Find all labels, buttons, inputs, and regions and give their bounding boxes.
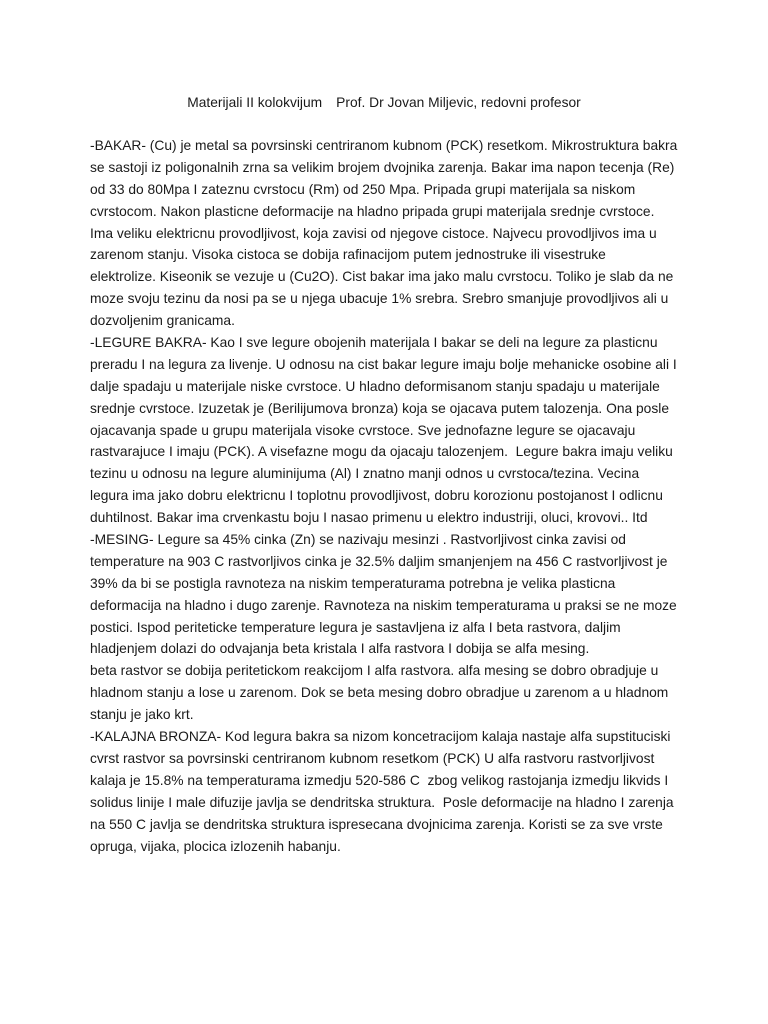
document-body (90, 135, 690, 857)
text-line: temperature na 903 C rastvorljivos cinka je 32.5% daljim smanjenjem na 456 C rastvorljivost je (90, 553, 668, 569)
text-line: opruga, vijaka, plocica izlozenih habanju. (90, 838, 341, 854)
text-line: preradu I na legura za livenje. U odnosu na cist bakar legure imaju bolje mehanicke osobine ali I (90, 356, 677, 372)
text-line: stanju je jako krt. (90, 707, 194, 723)
text-line: rastvarajuce I imaju (PCK). A visefazne mogu da ojacaju talozenjem. Legure bakra imaju veliku (90, 444, 673, 460)
text-line: kalaja je 15.8% na temperaturama izmedju 520-586 C zbog velikog rastojanja izmedju likvids I (90, 772, 669, 788)
text-line: hladjenjem dolazi do odvajanja beta kristala I alfa rastvora I dobija se alfa mesing. (90, 641, 590, 657)
text-line: Ima veliku elektricnu provodljivost, koja zavisi od njegove cistoce. Najvecu provodljivos ima u (90, 225, 657, 241)
text-line: elektrolize. Kiseonik se vezuje u (Cu2O). Cist bakar ima jako malu cvrstocu. Toliko je slab da ne (90, 269, 674, 285)
text-line: cvrstocom. Nakon plasticne deformacije na hladno pripada grupi materijala srednje cvrstoce. (90, 203, 655, 219)
text-line: se sastoji iz poligonalnih zrna sa velikim brojem dvojnika zarenja. Bakar ima napon tecenja (Re) (90, 159, 675, 175)
text-line: -BAKAR- (Cu) je metal sa povrsinski centriranom kubnom (PCK) resetkom. Mikrostruktura bakra (90, 138, 678, 153)
text-line: -KALAJNA BRONZA- Kod legura bakra sa nizom koncetracijom kalaja nastaje alfa supstituciski (90, 729, 671, 745)
text-line: postici. Ispod periteticke temperature legura je sastavljena iz alfa I beta rastvora, daljim (90, 619, 621, 635)
course-title: Materijali II kolokvijum (187, 95, 323, 110)
text-line: hladnom stanju a lose u zarenom. Dok se beta mesing dobro obradjue u zarenom a u hladnom (90, 685, 669, 701)
text-line: legura ima jako dobru elektricnu I toplotnu provodljivost, dobru korozionu postojanost I odlicnu (90, 488, 663, 504)
text-line: 39% da bi se postigla ravnoteza na niskim temperaturama potrebna je velika plasticna (90, 575, 616, 591)
text-line: dalje spadaju u materijale niske cvrstoce. U hladno deformisanom stanju spadaju u materijale (90, 378, 660, 394)
text-line: deformacija na hladno i dugo zarenje. Ravnoteza na niskim temperaturama u praksi se ne moze (90, 597, 677, 613)
text-line: beta rastvor se dobija peritetickom reakcijom I alfa rastvora. alfa mesing se dobro obradjuje u (90, 663, 659, 679)
text-line: zarenom stanju. Visoka cistoca se dobija rafinacijom putem jednostruke ili visestruke (90, 247, 606, 263)
text-line: srednje cvrstoce. Izuzetak je (Berilijumova bronza) koja se ojacava putem talozenja. Ona posle (90, 400, 669, 416)
professor-name: Prof. Dr Jovan Miljevic, redovni profesor (336, 95, 581, 110)
text-line: solidus linije I male difuzije javlja se dendritska struktura. Posle deformacije na hladno I zarenja (90, 794, 674, 810)
text-line: tezinu u odnosu na legure aluminijuma (Al) I znatno manji odnos u cvrstoca/tezina. Vecina (90, 466, 640, 482)
text-line: -LEGURE BAKRA- Kao I sve legure obojenih materijala I bakar se deli na legure za plasticnu (90, 335, 658, 351)
text-line: dozvoljenim granicama. (90, 313, 235, 329)
text-line: na 550 C javlja se dendritska struktura ispresecana dvojnicima zarenja. Koristi se za sve vrste (90, 816, 663, 832)
document-header (0, 93, 768, 113)
text-line: -MESING- Legure sa 45% cinka (Zn) se nazivaju mesinzi . Rastvorljivost cinka zavisi od (90, 532, 626, 548)
text-line: duhtilnost. Bakar ima crvenkastu boju I nasao primenu u elektro industriji, oluci, krovovi.. Itd (90, 510, 648, 526)
text-line: moze svoju tezinu da nosi pa se u njega ubacuje 1% srebra. Srebro smanjuje provodljivos ali u (90, 291, 669, 307)
text-line: od 33 do 80Mpa I zateznu cvrstocu (Rm) od 250 Mpa. Pripada grupi materijala sa niskom (90, 181, 636, 197)
text-line: ojacavanja spade u grupu materijala visoke cvrstoce. Sve jednofazne legure se ojacavaju (90, 422, 636, 438)
text-line: cvrst rastvor sa povrsinski centriranom kubnom resetkom (PCK) U alfa rastvoru rastvorljivost (90, 750, 655, 766)
